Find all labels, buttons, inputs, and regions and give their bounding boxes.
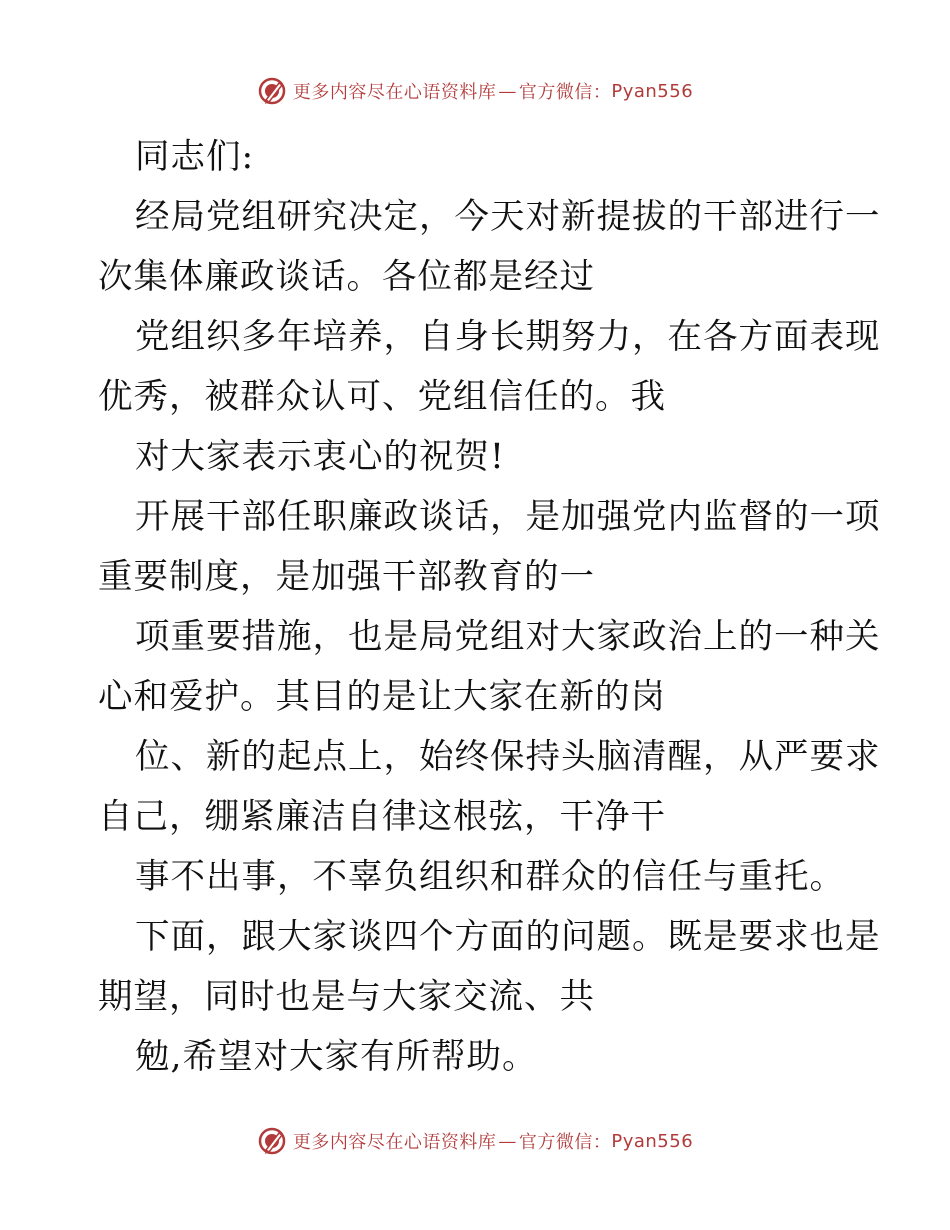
banner-separator: — — [498, 80, 517, 102]
paragraph-line: 位、新的起点上，始终保持头脑清醒，从严要求 — [135, 737, 881, 777]
paragraph-line: 经局党组研究决定，今天对新提拔的干部进行一 — [135, 197, 881, 237]
banner-wechat-id: Pyan556 — [611, 1130, 694, 1152]
paragraph-line: 优秀，被群众认可、党组信任的。我 — [98, 377, 666, 417]
banner-separator: — — [498, 1130, 517, 1152]
banner-brand: 更多内容尽在心语资料库 — [292, 1132, 497, 1153]
paragraph-line: 党组织多年培养，自身长期努力，在各方面表现 — [135, 317, 881, 357]
footer-banner — [0, 1121, 950, 1161]
banner-wechat-label: 官方微信： — [518, 1132, 612, 1153]
banner-wechat-id: Pyan556 — [611, 80, 694, 102]
paragraph-line: 重要制度，是加强干部教育的一 — [98, 557, 595, 597]
pen-logo-icon — [257, 76, 287, 106]
banner-wechat-label: 官方微信： — [518, 82, 612, 103]
paragraph-line: 事不出事，不辜负组织和群众的信任与重托。 — [135, 857, 845, 897]
paragraph-line: 期望，同时也是与大家交流、共 — [98, 977, 595, 1017]
paragraph-line: 自己，绷紧廉洁自律这根弦，干净干 — [98, 797, 666, 837]
document-body — [98, 127, 881, 1087]
paragraph-line: 下面，跟大家谈四个方面的问题。既是要求也是 — [135, 917, 881, 957]
paragraph-line: 心和爱护。其目的是让大家在新的岗 — [98, 677, 666, 717]
paragraph-line: 开展干部任职廉政谈话，是加强党内监督的一项 — [135, 497, 881, 537]
paragraph-line: 勉,希望对大家有所帮助。 — [135, 1037, 538, 1077]
pen-logo-icon — [257, 1126, 287, 1156]
paragraph-line: 项重要措施，也是局党组对大家政治上的一种关 — [135, 617, 881, 657]
header-banner — [0, 71, 950, 111]
paragraph-line: 次集体廉政谈话。各位都是经过 — [98, 257, 595, 297]
banner-brand: 更多内容尽在心语资料库 — [292, 82, 497, 103]
paragraph-line: 对大家表示衷心的祝贺! — [135, 437, 505, 477]
salutation: 同志们: — [135, 137, 255, 177]
